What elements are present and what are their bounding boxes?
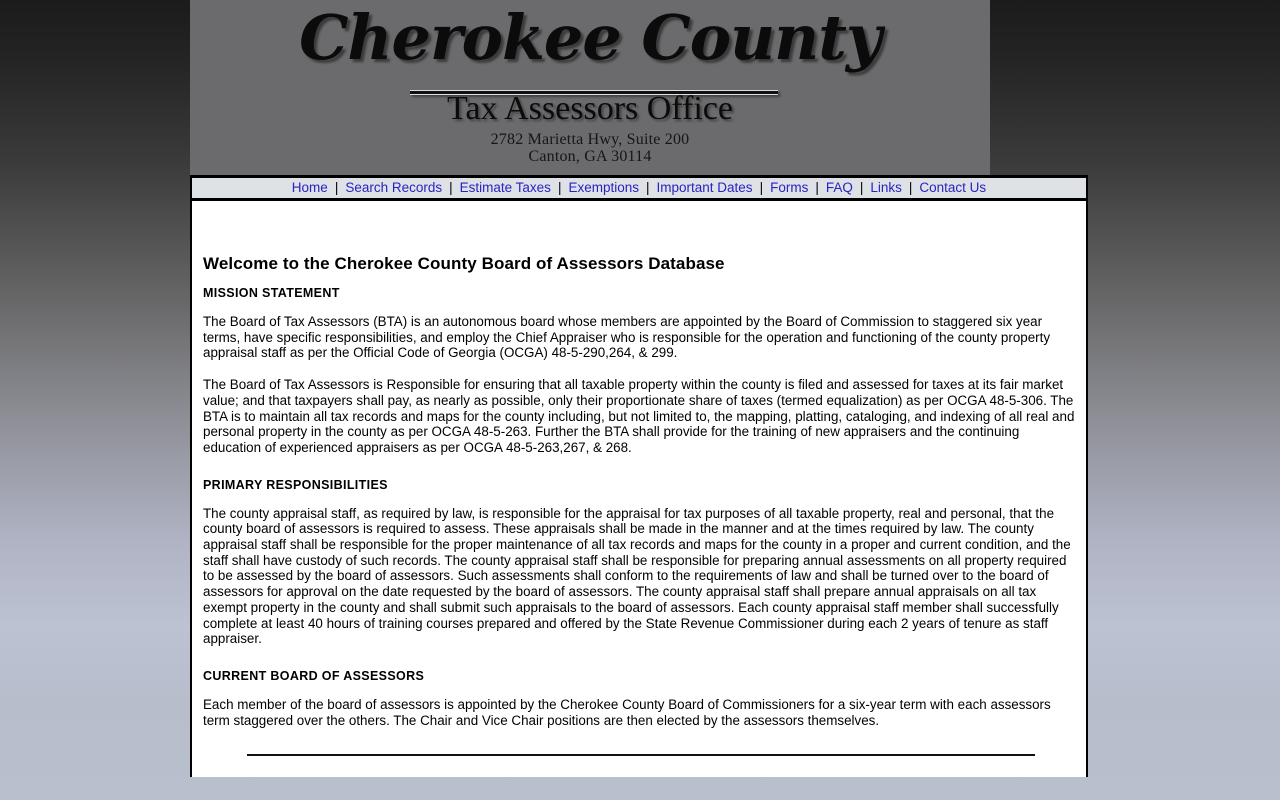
- nav-separator: |: [334, 180, 339, 195]
- site-header-banner: [190, 0, 990, 175]
- current-board-paragraph-1: Each member of the board of assessors is appointed by the Cherokee County Board of Commissioners for a six-year term with each assessors term staggered over the others. The Chair and Vice Chair positions are then elected by the assessors themselves.: [203, 696, 1051, 728]
- content-panel: [190, 201, 1088, 777]
- nav-link-exemptions[interactable]: Exemptions: [568, 180, 639, 195]
- logo-office-name: Tax Assessors Office: [447, 90, 733, 127]
- nav-separator: |: [908, 180, 913, 195]
- nav-separator: |: [859, 180, 864, 195]
- nav-separator: |: [449, 180, 453, 195]
- section-heading-mission-statement: MISSION STATEMENT: [203, 286, 340, 300]
- mission-statement-paragraph-2: The Board of Tax Assessors is Responsible for ensuring that all taxable property within the county is filed and assessed for taxes at its fair market value; and that taxpayers shall pay, as nearly as possible, only their proportionate share of taxes (termed equalization) as per OCGA 48-5-306. The BTA is to maintain all tax records and maps for the county including, but not limited to, the mapping, platting, cataloging, and indexing of all real and personal property in the county as per OCGA 48-5-263. Further the BTA shall provide for the training of new appraisers and the continuing education of experienced appraisers as per OCGA 48-5-263,267, & 268.: [203, 377, 1075, 455]
- banner-logo-group: [190, 0, 990, 175]
- section-heading-primary-responsibilities: PRIMARY RESPONSIBILITIES: [203, 477, 388, 492]
- nav-link-home[interactable]: Home: [291, 180, 328, 195]
- nav-separator: |: [646, 180, 650, 195]
- page-wrapper: [190, 0, 1090, 800]
- banner-address-line-2: Canton, GA 30114: [528, 148, 652, 165]
- mission-statement-paragraph-1: The Board of Tax Assessors (BTA) is an autonomous board whose members are appointed by the Board of Commission to staggered six year terms, have specific responsibilities, and employ the Chief Appraiser who is responsible for the operation and functioning of the county property appraisal staff as per the Official Code of Georgia (OCGA) 48-5-290,264, & 299.: [203, 314, 1051, 361]
- nav-link-important-dates[interactable]: Important Dates: [656, 180, 753, 195]
- content-body: [203, 201, 1075, 756]
- main-navigation: [190, 175, 1088, 201]
- page-title: Welcome to the Cherokee County Board of Assessors Database: [203, 254, 725, 273]
- nav-separator: |: [815, 180, 819, 195]
- nav-link-contact-us[interactable]: Contact Us: [919, 180, 987, 195]
- nav-link-estimate-taxes[interactable]: Estimate Taxes: [459, 180, 551, 195]
- nav-link-forms[interactable]: Forms: [770, 180, 809, 195]
- logo-county-name: Cherokee County: [299, 1, 881, 74]
- primary-responsibilities-paragraph-1: The county appraisal staff, as required by law, is responsible for the appraisal for tax purposes of all taxable property, real and personal, that the county board of assessors is required to assess. These appraisals shall be made in the manner and at the times required by law. The county appraisal staff shall be responsible for the proper maintenance of all tax records and maps for the county in a proper and current condition, and the staff shall have custody of such records. The county appraisal staff shall be responsible for preparing annual assessments on all property required to be assessed by the board of assessors. Such assessments shall conform to the requirements of law and shall be turned over to the board of assessors for approval on the date requested by the board of assessors. The county appraisal staff shall prepare annual appraisals on all tax exempt property in the county and shall submit such appraisals to the board of assessors. Each county appraisal staff member shall successfully complete at least 40 hours of training courses prepared and offered by the State Revenue Commissioner during each 2 years of tenure as staff appraiser.: [203, 505, 1071, 647]
- section-heading-current-board-of-assessors: CURRENT BOARD OF ASSESSORS: [203, 668, 425, 683]
- content-divider-rule: [247, 754, 1035, 756]
- nav-link-faq[interactable]: FAQ: [825, 180, 853, 195]
- nav-separator: |: [759, 180, 764, 195]
- nav-separator: |: [557, 180, 562, 195]
- banner-address-line-1: 2782 Marietta Hwy, Suite 200: [490, 131, 690, 148]
- nav-link-links[interactable]: Links: [870, 180, 902, 195]
- nav-link-search-records[interactable]: Search Records: [345, 180, 443, 195]
